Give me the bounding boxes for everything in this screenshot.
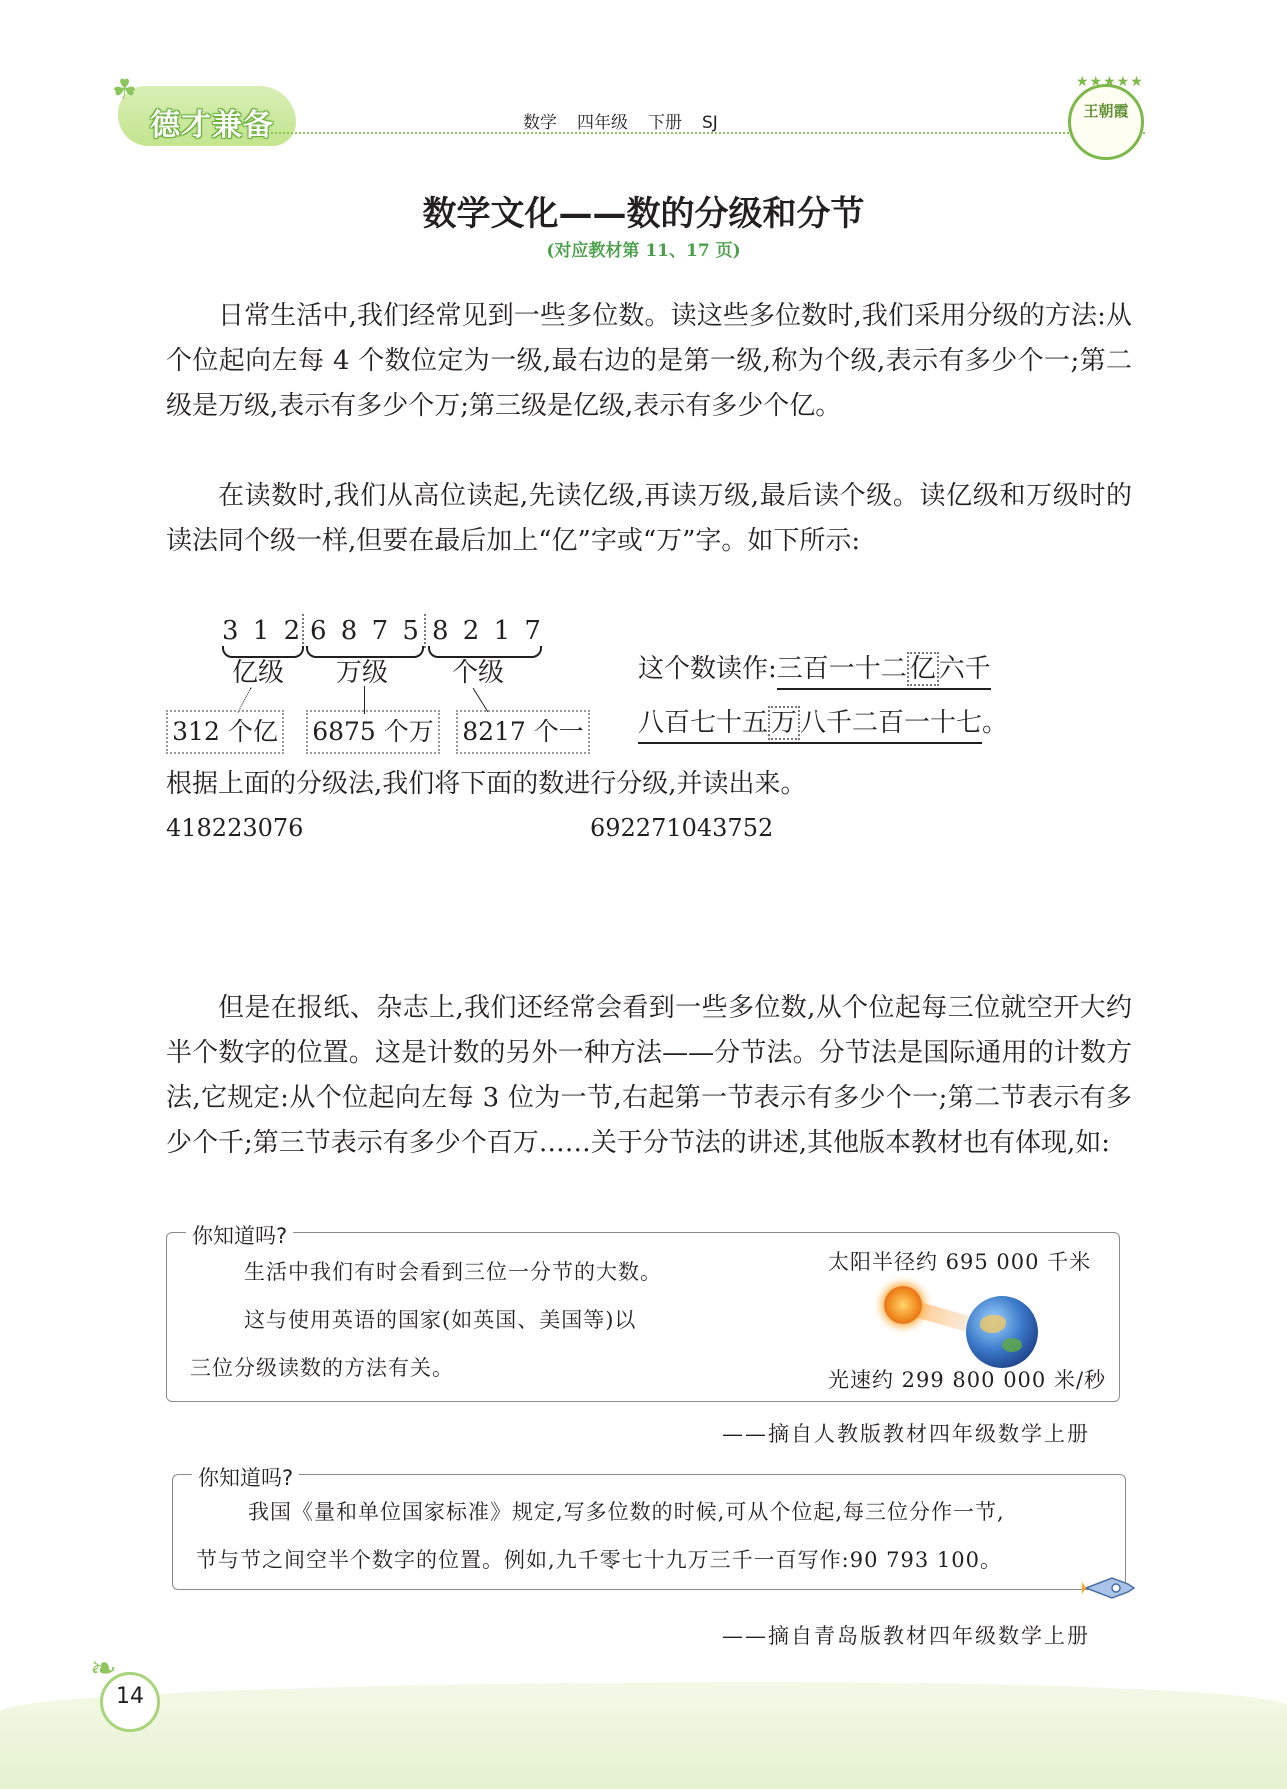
page-title: 数学文化——数的分级和分节 (422, 194, 865, 234)
rocket-icon (1082, 1574, 1136, 1602)
connector-ge (473, 688, 489, 712)
paragraph-2: 在读数时,我们从高位读起,先读亿级,再读万级,最后读个级。读亿级和万级时的读法同个级一样,但要在最后加上“亿”字或“万”字。如下所示: (166, 481, 1132, 556)
exercise-number-2: 692271043752 (590, 814, 774, 842)
header-meta (523, 108, 738, 133)
digits-yi: 3 1 2 (222, 616, 304, 646)
page-subtitle: (对应教材第 11、17 页) (546, 241, 741, 261)
connector-yi (237, 687, 251, 712)
digits-ge: 8 2 1 7 (432, 616, 544, 646)
info-box-1-line-1: 生活中我们有时会看到三位一分节的大数。 (244, 1260, 662, 1284)
reading-prefix: 这个数读作: (638, 654, 777, 684)
seal-text: 王朝霞 (1083, 102, 1129, 120)
page-number: 14 (116, 1684, 144, 1709)
reading-part-2: 六千 (939, 654, 991, 690)
info-box-2-line-2: 节与节之间空半个数字的位置。例如,九千零七十九万三千一百写作:90 793 100。 (196, 1548, 1002, 1572)
info-box-1-line-3: 三位分级读数的方法有关。 (190, 1356, 454, 1380)
header-volume: 下册 (648, 113, 682, 133)
earth-land (1002, 1338, 1022, 1352)
label-wan: 万级 (336, 658, 389, 688)
palm-icon: ☘ (112, 73, 138, 106)
separator (302, 614, 304, 648)
box-ge: 8217 个一 (456, 710, 590, 754)
star-icon: ★★★★★ (1076, 74, 1144, 90)
reading-yi-unit: 亿 (907, 652, 939, 686)
header-subject: 数学 (523, 113, 557, 133)
paragraph-1: 日常生活中,我们经常见到一些多位数。读这些多位数时,我们采用分级的方法:从个位起向左每 4 个数位定为一级,最右边的是第一级,称为个级,表示有多少个一;第二级是万级,表示有多少个万;第三级是亿级,表示有多少个亿。 (166, 301, 1132, 421)
light-speed-text: 光速约 299 800 000 米/秒 (828, 1368, 1107, 1392)
info-box-1-line-2: 这与使用英语的国家(如英国、美国等)以 (244, 1308, 637, 1332)
separator (424, 614, 426, 648)
digits-wan: 6 8 7 5 (310, 616, 422, 646)
header-grade: 四年级 (577, 113, 628, 133)
paragraph-3: 但是在报纸、杂志上,我们还经常会看到一些多位数,从个位起每三位就空开大约半个数字的位置。这是计数的另外一种方法——分节法。分节法是国际通用的计数方法,它规定:从个位起向左每 3 位为一节,右起第一节表示有多少个一;第二节表示有多少个千;第三节表示有多少个百万……关于分节法的讲述,其他版本教材也有体现,如: (166, 993, 1132, 1158)
source-1: ——摘自人教版教材四年级数学上册 (722, 1422, 1090, 1446)
box-wan: 6875 个万 (306, 710, 440, 754)
reading-wan-unit: 万 (768, 706, 800, 740)
exercise-prompt: 根据上面的分级法,我们将下面的数进行分级,并读出来。 (166, 769, 807, 799)
reading-part-4: 八千二百一十七 (800, 708, 982, 744)
sun-icon (884, 1286, 922, 1324)
reading-part-1: 三百一十二 (777, 654, 907, 690)
brand-logo: 德才兼备 (150, 108, 274, 143)
reading-part-3: 八百七十五 (638, 708, 768, 744)
label-yi: 亿级 (232, 658, 285, 688)
source-2: ——摘自青岛版教材四年级数学上册 (722, 1624, 1090, 1648)
seal-icon (1068, 84, 1144, 160)
info-box-2-line-1: 我国《量和单位国家标准》规定,写多位数的时候,可从个位起,每三位分作一节, (248, 1500, 1005, 1524)
header-edition: SJ (702, 113, 718, 133)
box-yi: 312 个亿 (166, 710, 284, 754)
exercise-number-1: 418223076 (166, 814, 304, 842)
label-ge: 个级 (452, 658, 505, 688)
reading-line-1 (638, 648, 991, 685)
info-box-2-label: 你知道吗? (192, 1462, 299, 1492)
earth-icon (966, 1296, 1038, 1368)
reading-end: 。 (982, 708, 1009, 738)
reading-line-2 (638, 702, 1008, 739)
info-box-1-label: 你知道吗? (186, 1220, 293, 1250)
footer-background (0, 1682, 1287, 1789)
sun-radius-text: 太阳半径约 695 000 千米 (828, 1250, 1092, 1274)
dolphin-icon: ❧ (90, 1649, 117, 1687)
